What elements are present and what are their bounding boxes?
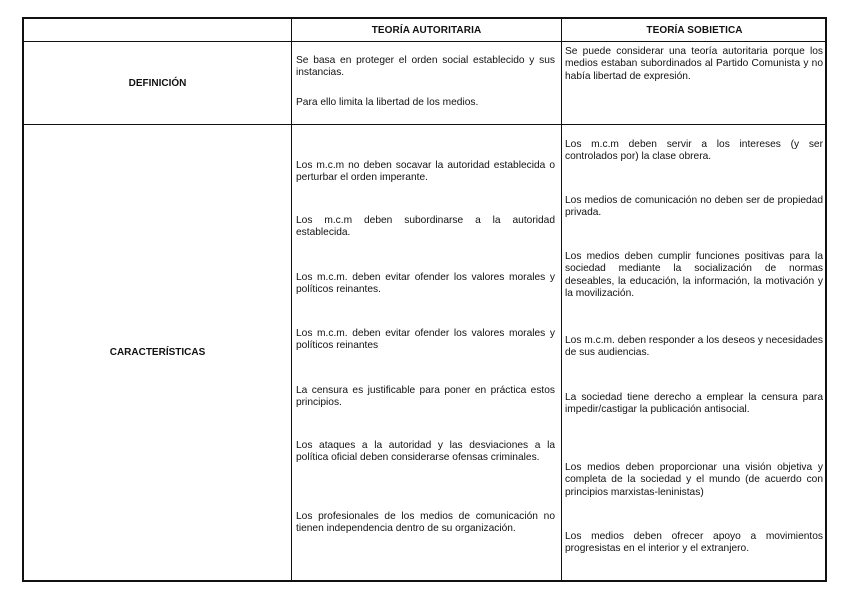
caracteristica-sobietica-5: La sociedad tiene derecho a emplear la censura para impedir/castigar la publicación antisocial. (565, 392, 823, 416)
caracteristica-sobietica-3: Los medios deben cumplir funciones positivas para la sociedad mediante la socialización de normas deseables, la educación, la información, la motivación y la movilización. (565, 251, 823, 300)
row-label-caracteristicas: CARACTERÍSTICAS (109, 347, 206, 358)
comparison-table (22, 17, 827, 582)
column-divider-2 (561, 19, 562, 580)
caracteristica-sobietica-4: Los m.c.m. deben responder a los deseos y necesidades de sus audiencias. (565, 335, 823, 359)
caracteristica-autoritaria-2: Los m.c.m deben subordinarse a la autoridad establecida. (296, 215, 555, 239)
caracteristica-sobietica-6: Los medios deben proporcionar una visión objetiva y completa de la sociedad y el mundo (de acuerdo con principios marxistas-leninistas) (565, 462, 823, 498)
header-sobietica: TEORÍA SOBIETICA (646, 24, 743, 36)
row-label-definicion: DEFINICIÓN (128, 77, 187, 89)
caracteristica-autoritaria-6: Los ataques a la autoridad y las desviaciones a la política oficial deben considerarse ofensas criminales. (296, 440, 555, 464)
column-divider-1 (291, 19, 292, 580)
caracteristica-sobietica-2: Los medios de comunicación no deben ser de propiedad privada. (565, 195, 823, 219)
caracteristica-autoritaria-4: Los m.c.m. deben evitar ofender los valores morales y políticos reinantes (296, 328, 555, 352)
definicion-sobietica-p1: Se puede considerar una teoría autoritaria porque los medios estaban subordinados al Partido Comunista y no había libertad de expresión. (565, 46, 823, 82)
caracteristica-autoritaria-7: Los profesionales de los medios de comunicación no tienen independencia dentro de su organización. (296, 511, 555, 535)
header-autoritaria: TEORÍA AUTORITARIA (371, 24, 482, 36)
caracteristica-autoritaria-3: Los m.c.m. deben evitar ofender los valores morales y políticos reinantes. (296, 272, 555, 296)
caracteristica-autoritaria-5: La censura es justificable para poner en práctica estos principios. (296, 385, 555, 409)
caracteristica-autoritaria-1: Los m.c.m no deben socavar la autoridad establecida o perturbar el orden imperante. (296, 160, 555, 184)
definicion-autoritaria-p2: Para ello limita la libertad de los medios. (296, 97, 479, 108)
caracteristica-sobietica-7: Los medios deben ofrecer apoyo a movimientos progresistas en el interior y el extranjero. (565, 531, 823, 555)
caracteristica-sobietica-1: Los m.c.m deben servir a los intereses (y ser controlados por) la clase obrera. (565, 139, 823, 163)
definicion-autoritaria-p1: Se basa en proteger el orden social establecido y sus instancias. (296, 55, 555, 79)
